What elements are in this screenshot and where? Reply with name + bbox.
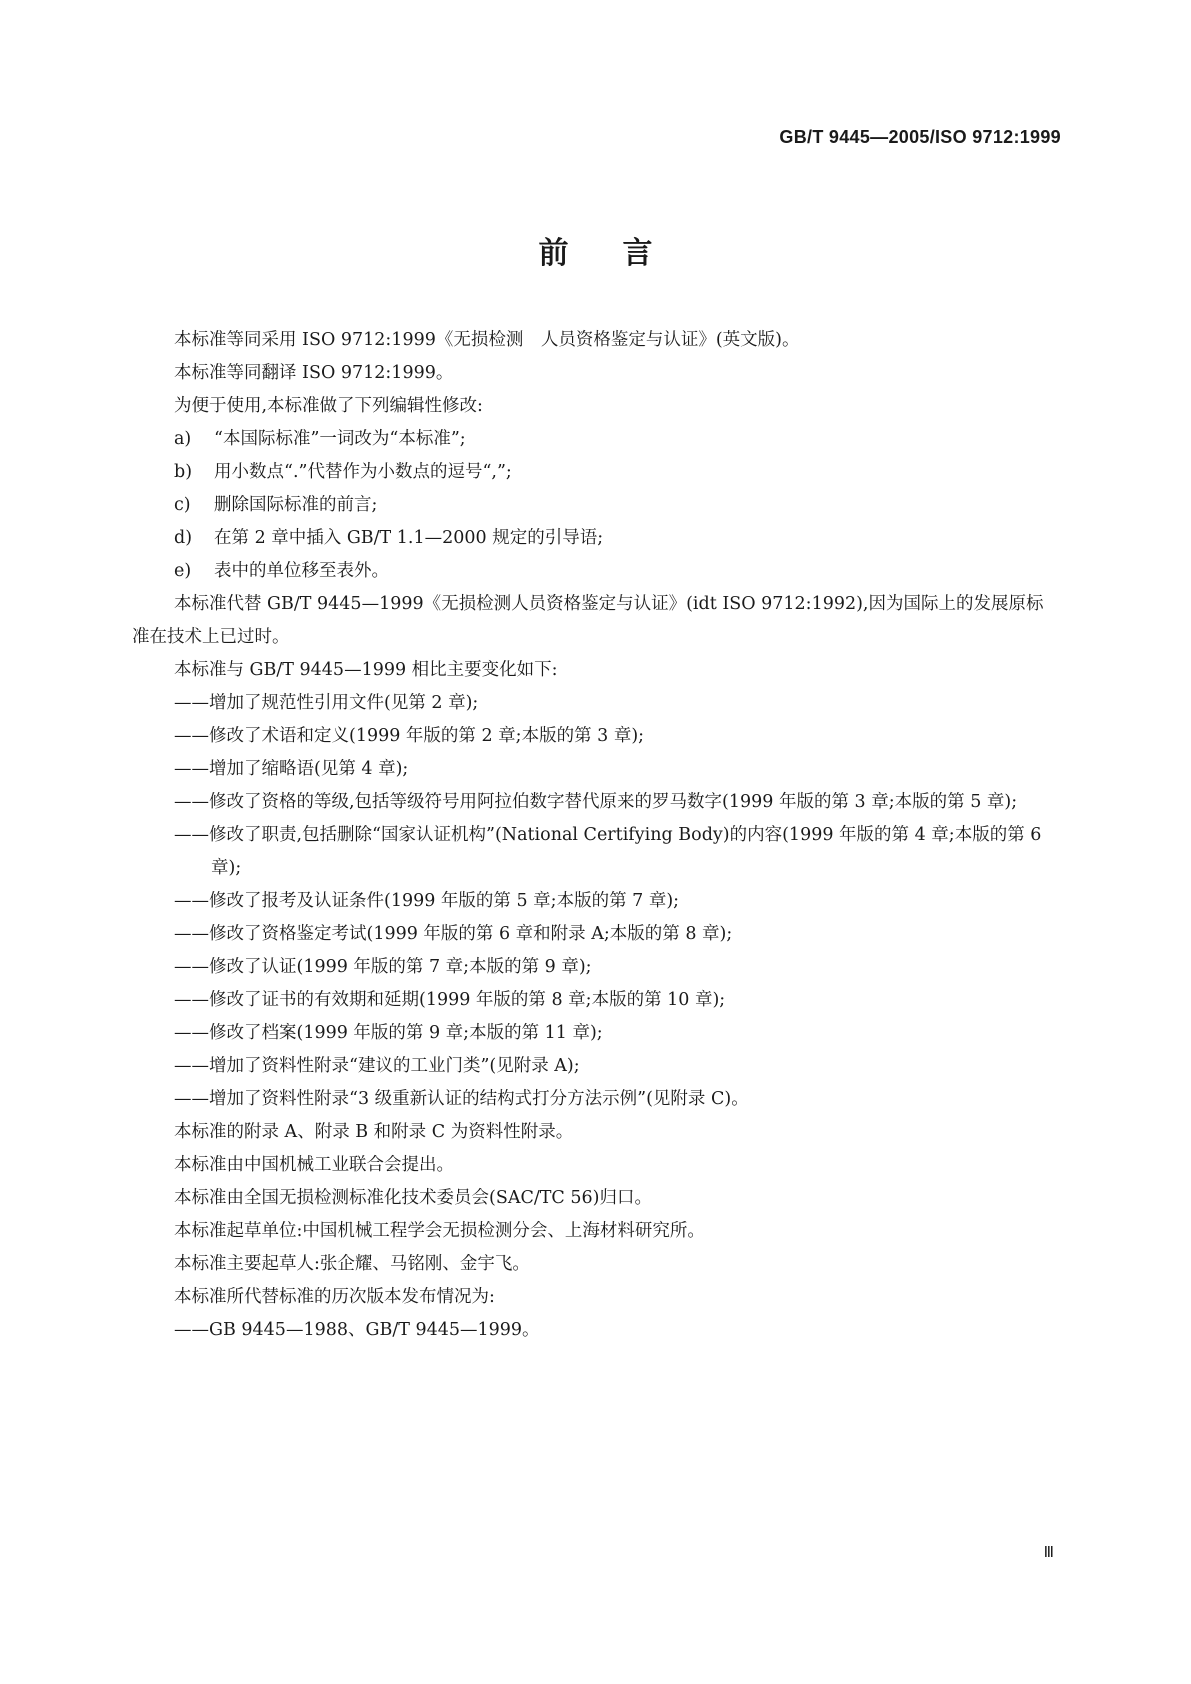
list-item: [132, 423, 1060, 456]
list-item: [132, 456, 1060, 489]
change-item: ——修改了术语和定义(1999 年版的第 2 章;本版的第 3 章);: [174, 726, 645, 746]
paragraph-annexes: 本标准的附录 A、附录 B 和附录 C 为资料性附录。: [174, 1122, 574, 1142]
list-item-text: 表中的单位移至表外。: [214, 561, 389, 581]
list-item-text: “本国际标准”一词改为“本标准”;: [214, 429, 466, 449]
list-item-label: b): [174, 462, 193, 482]
list-item-text: 在第 2 章中插入 GB/T 1.1—2000 规定的引导语;: [214, 528, 604, 548]
list-item-text: 删除国际标准的前言;: [214, 495, 378, 515]
list-item: [132, 489, 1060, 522]
page-number: Ⅲ: [1043, 1543, 1054, 1561]
change-item: ——增加了资料性附录“建议的工业门类”(见附录 A);: [174, 1056, 580, 1076]
list-item-label: e): [174, 561, 192, 581]
page-title: 前言: [538, 236, 707, 271]
change-item: ——增加了资料性附录“3 级重新认证的结构式打分方法示例”(见附录 C)。: [174, 1089, 749, 1109]
change-item: ——修改了资格的等级,包括等级符号用阿拉伯数字替代原来的罗马数字(1999 年版的第 3 章;本版的第 5 章);: [174, 792, 1018, 812]
change-item: ——修改了认证(1999 年版的第 7 章;本版的第 9 章);: [174, 957, 592, 977]
paragraph-drafting-units: 本标准起草单位:中国机械工程学会无损检测分会、上海材料研究所。: [174, 1221, 705, 1241]
change-item: ——修改了证书的有效期和延期(1999 年版的第 8 章;本版的第 10 章);: [174, 990, 726, 1010]
list-item: [132, 555, 1060, 588]
change-item: ——修改了档案(1999 年版的第 9 章;本版的第 11 章);: [174, 1023, 603, 1043]
change-item: ——修改了职责,包括删除“国家认证机构”(National Certifying Body)的内容(1999 年版的第 4 章;本版的第 6 章);: [174, 825, 1042, 878]
change-item: ——修改了资格鉴定考试(1999 年版的第 6 章和附录 A;本版的第 8 章);: [174, 924, 733, 944]
history-item: ——GB 9445—1988、GB/T 9445—1999。: [174, 1320, 540, 1340]
paragraph-drafters: 本标准主要起草人:张企耀、马铭刚、金宇飞。: [174, 1254, 530, 1274]
list-item-label: c): [174, 495, 191, 515]
paragraph-changes-intro: 本标准与 GB/T 9445—1999 相比主要变化如下:: [174, 660, 558, 680]
paragraph-proposer: 本标准由中国机械工业联合会提出。: [174, 1155, 454, 1175]
paragraph-adoption: 本标准等同采用 ISO 9712:1999《无损检测 人员资格鉴定与认证》(英文版)。: [174, 330, 800, 350]
paragraph-translation: 本标准等同翻译 ISO 9712:1999。: [174, 363, 454, 383]
list-item-label: a): [174, 429, 192, 449]
list-item: [132, 522, 1060, 555]
change-item: ——增加了规范性引用文件(见第 2 章);: [174, 693, 479, 713]
change-item: ——增加了缩略语(见第 4 章);: [174, 759, 409, 779]
list-item-label: d): [174, 528, 193, 548]
document-body: [132, 324, 1060, 1347]
paragraph-edits-intro: 为便于使用,本标准做了下列编辑性修改:: [174, 396, 483, 416]
change-item: ——修改了报考及认证条件(1999 年版的第 5 章;本版的第 7 章);: [174, 891, 680, 911]
paragraph-committee: 本标准由全国无损检测标准化技术委员会(SAC/TC 56)归口。: [174, 1188, 652, 1208]
paragraph-history-intro: 本标准所代替标准的历次版本发布情况为:: [174, 1287, 495, 1307]
paragraph-replacement: 本标准代替 GB/T 9445—1999《无损检测人员资格鉴定与认证》(idt ISO 9712:1992),因为国际上的发展原标准在技术上已过时。: [132, 594, 1044, 647]
standard-code-header: GB/T 9445—2005/ISO 9712:1999: [779, 127, 1061, 147]
list-item-text: 用小数点“.”代替作为小数点的逗号“,”;: [214, 462, 512, 482]
